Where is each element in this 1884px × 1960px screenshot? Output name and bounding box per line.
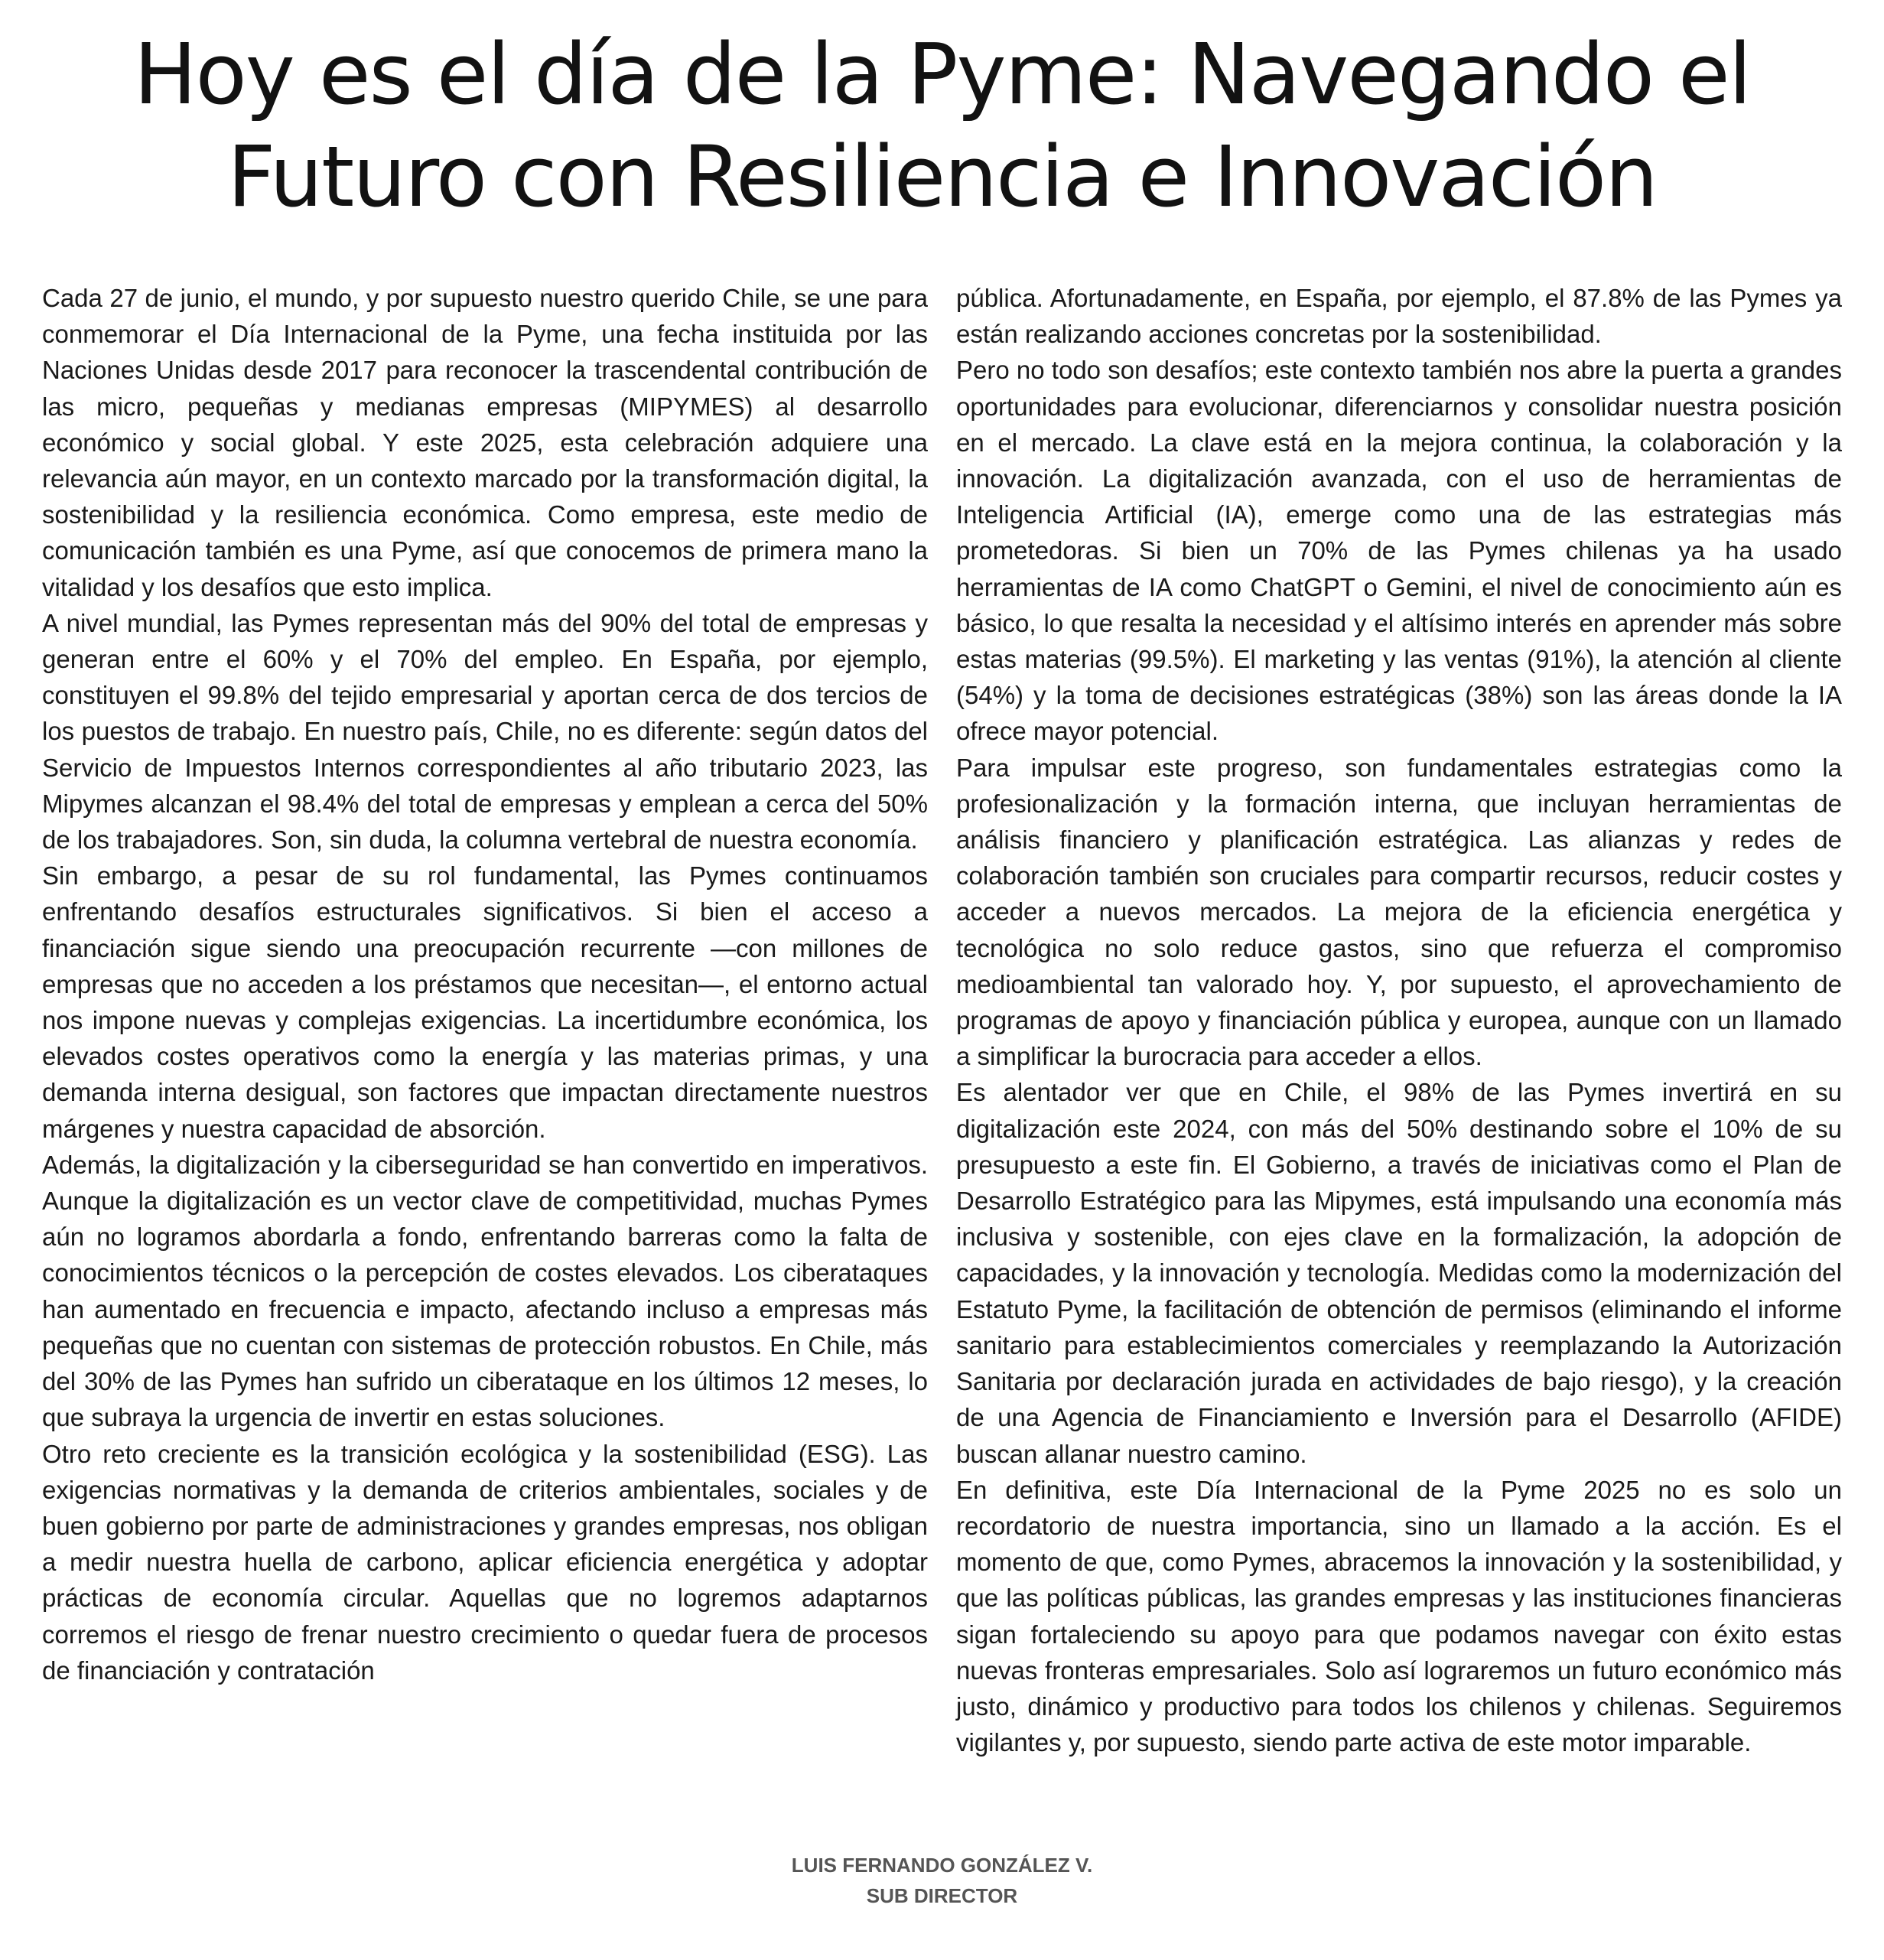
paragraph: Para impulsar este progreso, son fundamentales estrategias como la profesionalización y la formación interna, que incluyan herramientas de análisis financiero y planificación estratégica. Las alianzas y redes de colaboración también son cruciales para compartir recursos, reducir costes y acceder a nuevos mercados. La mejora de la eficiencia energética y tecnológica no solo reduce gastos, sino que refuerza el compromiso medioambiental tan valorado hoy. Y, por supuesto, el aprovechamiento de programas de apoyo y financiación pública y europea, aunque con un llamado a simplificar la burocracia para acceder a ellos. — [956, 753, 1842, 1071]
author-signature — [0, 1850, 1884, 1911]
author-role: SUB DIRECTOR — [866, 1884, 1018, 1907]
paragraph: En definitiva, este Día Internacional de la Pyme 2025 no es solo un recordatorio de nuestra importancia, sino un llamado a la acción. Es el momento de que, como Pymes, abracemos la innovación y la sostenibilidad, y que las políticas públicas, las grandes empresas y las instituciones financieras sigan fortaleciendo su apoyo para que podamos navegar con éxito estas nuevas fronteras empresariales. Solo así lograremos un futuro económico más justo, dinámico y productivo para todos los chilenos y chilenas. Seguiremos vigilantes y, por supuesto, siendo parte activa de este motor imparable. — [956, 1475, 1842, 1757]
paragraph: A nivel mundial, las Pymes representan más del 90% del total de empresas y generan entre el 60% y el 70% del empleo. En España, por ejemplo, constituyen el 99.8% del tejido empresarial y aportan cerca de dos tercios de los puestos de trabajo. En nuestro país, Chile, no es diferente: según datos del Servicio de Impuestos Internos correspondientes al año tributario 2023, las Mipymes alcanzan el 98.4% del total de empresas y emplean a cerca del 50% de los trabajadores. Son, sin duda, la columna vertebral de nuestra economía. — [42, 608, 928, 855]
paragraph: Pero no todo son desafíos; este contexto también nos abre la puerta a grandes oportunidades para evolucionar, diferenciarnos y consolidar nuestra posición en el mercado. La clave está en la mejora continua, la colaboración y la innovación. La digitalización avanzada, con el uso de herramientas de Inteligencia Artificial (IA), emerge como una de las estrategias más prometedoras. Si bien un 70% de las Pymes chilenas ya ha usado herramientas de IA como ChatGPT o Gemini, el nivel de conocimiento aún es básico, lo que resalta la necesidad y el altísimo interés en aprender más sobre estas materias (99.5%). El marketing y las ventas (91%), la atención al cliente (54%) y la toma de decisiones estratégicas (38%) son las áreas donde la IA ofrece mayor potencial. — [956, 356, 1842, 746]
paragraph: Sin embargo, a pesar de su rol fundamental, las Pymes continuamos enfrentando desafíos estructurales significativos. Si bien el acceso a financiación sigue siendo una preocupación recurrente —con millones de empresas que no acceden a los préstamos que necesitan—, el entorno actual nos impone nuevas y complejas exigencias. La incertidumbre económica, los elevados costes operativos como la energía y las materias primas, y una demanda interna desigual, son factores que impactan directamente nuestros márgenes y nuestra capacidad de absorción. — [42, 861, 928, 1143]
paragraph: Otro reto creciente es la transición ecológica y la sostenibilidad (ESG). Las exigencias normativas y la demanda de criterios ambientales, sociales y de buen gobierno por parte de administraciones y grandes empresas, nos obligan a medir nuestra huella de carbono, aplicar eficiencia energética y adoptar prácticas de economía circular. Aquellas que no logremos adaptarnos corremos el riesgo de frenar nuestro crecimiento o quedar fuera de procesos de financiación y contratación — [42, 1439, 928, 1685]
author-name: LUIS FERNANDO GONZÁLEZ V. — [791, 1854, 1093, 1877]
paragraph: pública. Afortunadamente, en España, por ejemplo, el 87.8% de las Pymes ya están realizando acciones concretas por la sostenibilidad. — [956, 284, 1842, 349]
paragraph: Además, la digitalización y la ciberseguridad se han convertido en imperativos. Aunque la digitalización es un vector clave de competitividad, muchas Pymes aún no logramos abordarla a fondo, enfrentando barreras como la falta de conocimientos técnicos o la percepción de costes elevados. Los ciberataques han aumentado en frecuencia e impacto, afectando incluso a empresas más pequeñas que no cuentan con sistemas de protección robustos. En Chile, más del 30% de las Pymes han sufrido un ciberataque en los últimos 12 meses, lo que subraya la urgencia de invertir en estas soluciones. — [42, 1150, 928, 1432]
right-column — [956, 280, 1842, 1810]
paragraph: Cada 27 de junio, el mundo, y por supuesto nuestro querido Chile, se une para conmemorar el Día Internacional de la Pyme, una fecha instituida por las Naciones Unidas desde 2017 para reconocer la trascendental contribución de las micro, pequeñas y medianas empresas (MIPYMES) al desarrollo económico y social global. Y este 2025, esta celebración adquiere una relevancia aún mayor, en un contexto marcado por la transformación digital, la sostenibilidad y la resiliencia económica. Como empresa, este medio de comunicación también es una Pyme, así que conocemos de primera mano la vitalidad y los desafíos que esto implica. — [42, 284, 928, 601]
article-headline: Hoy es el día de la Pyme: Navegando el Futuro con Resiliencia e Innovación — [133, 25, 1751, 226]
left-column — [42, 280, 928, 1810]
paragraph: Es alentador ver que en Chile, el 98% de las Pymes invertirá en su digitalización este 2024, con más del 50% destinando sobre el 10% de su presupuesto a este fin. El Gobierno, a través de iniciativas como el Plan de Desarrollo Estratégico para las Mipymes, está impulsando una economía más inclusiva y sostenible, con ejes clave en la formalización, la adopción de capacidades, y la innovación y tecnología. Medidas como la modernización del Estatuto Pyme, la facilitación de obtención de permisos (eliminando el informe sanitario para establecimientos comerciales y reemplazando la Autorización Sanitaria por declaración jurada en actividades de bajo riesgo), y la creación de una Agencia de Financiamiento e Inversión para el Desarrollo (AFIDE) buscan allanar nuestro camino. — [956, 1078, 1842, 1468]
article-body — [42, 280, 1842, 1810]
